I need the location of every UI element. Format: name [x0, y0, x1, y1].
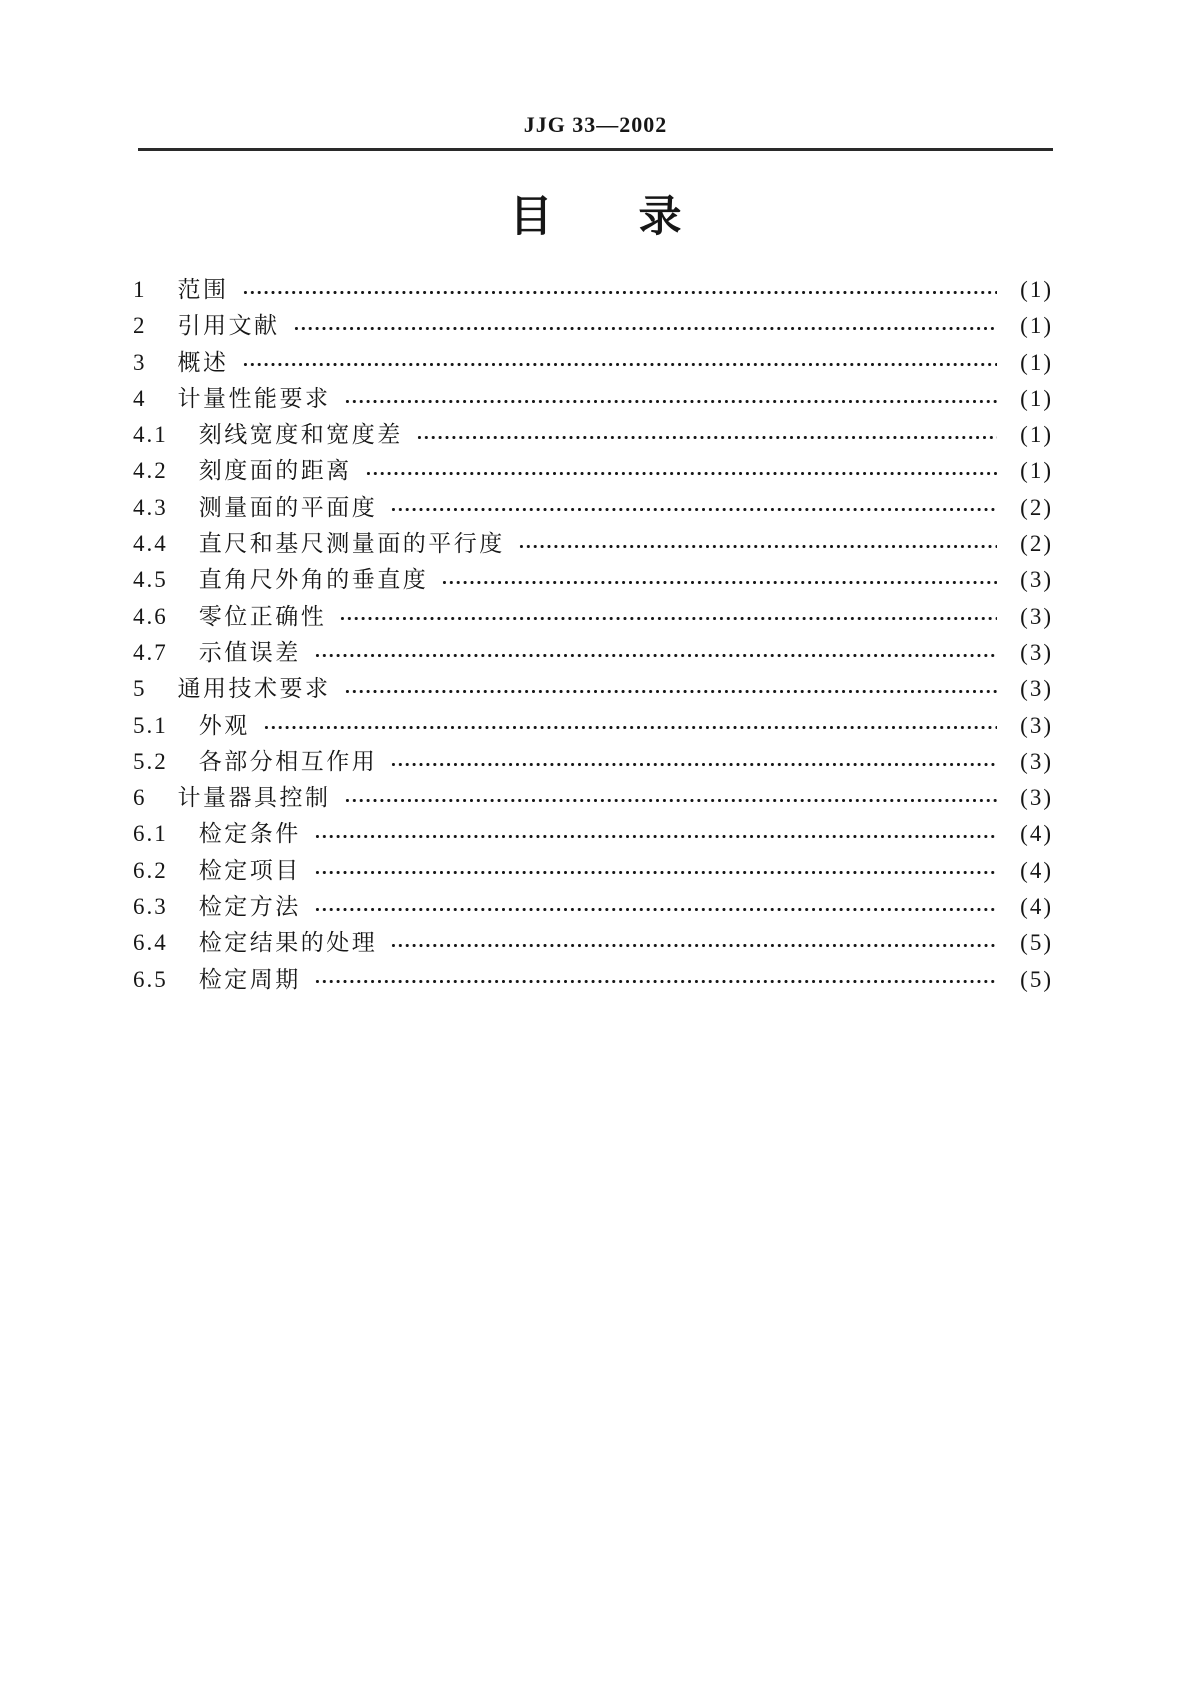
- toc-entry-page-number: (3): [1020, 712, 1053, 738]
- toc-entry: [133, 599, 1053, 635]
- dot-leader: [390, 942, 997, 949]
- toc-entry-number: 1: [133, 277, 147, 302]
- toc-entry-page-number: (3): [1020, 603, 1053, 629]
- toc-entry-label: 直角尺外角的垂直度: [198, 567, 429, 593]
- toc-entry-label: 概述: [177, 349, 229, 375]
- toc-entry: [133, 889, 1053, 925]
- dot-leader: [365, 470, 997, 477]
- toc-entry-number: 6.5: [133, 966, 168, 992]
- toc-entry-label: 示值误差: [198, 639, 301, 665]
- toc-entry-number: 4.5: [133, 567, 168, 593]
- toc-entry-label: 测量面的平面度: [198, 494, 378, 520]
- toc-entry-number: 5: [133, 676, 147, 702]
- header-rule: [138, 148, 1053, 151]
- dot-leader: [314, 652, 997, 659]
- toc-entry-number: 4.6: [133, 603, 168, 629]
- dot-leader: [518, 543, 997, 550]
- toc-entry-label: 范围: [177, 277, 229, 302]
- toc-list: [133, 272, 1053, 998]
- toc-entry-label: 零位正确性: [198, 603, 327, 629]
- toc-entry-number: 4.2: [133, 458, 168, 484]
- doc-number: JJG 33—2002: [523, 112, 668, 137]
- toc-entry-number: 6: [133, 785, 147, 811]
- toc-entry: [133, 635, 1053, 671]
- toc-entry: [133, 490, 1053, 526]
- toc-entry-page-number: (3): [1020, 567, 1053, 593]
- toc-entry: [133, 962, 1053, 998]
- dot-leader: [314, 906, 997, 913]
- dot-leader: [314, 833, 997, 840]
- dot-leader: [263, 724, 997, 731]
- toc-entry-label: 引用文献: [177, 313, 280, 339]
- toc-entry-page-number: (4): [1020, 821, 1053, 847]
- toc-entry-number: 4.3: [133, 494, 168, 520]
- dot-leader: [441, 579, 997, 586]
- toc-entry-number: 2: [133, 313, 147, 339]
- toc-entry: [133, 671, 1053, 707]
- toc-entry-label: 刻度面的距离: [198, 458, 352, 484]
- toc-entry-label: 计量器具控制: [177, 785, 331, 811]
- toc-entry-page-number: (1): [1020, 458, 1053, 484]
- toc-entry-page-number: (2): [1020, 494, 1053, 520]
- toc-entry-page-number: (3): [1020, 639, 1053, 665]
- toc-entry-label: 检定方法: [198, 894, 301, 920]
- toc-entry-number: 6.2: [133, 857, 168, 883]
- toc-entry: [133, 816, 1053, 852]
- toc-entry-number: 6.4: [133, 930, 168, 956]
- toc-entry-page-number: (3): [1020, 785, 1053, 811]
- toc-entry: [133, 453, 1053, 489]
- dot-leader: [344, 688, 998, 695]
- toc-entry-number: 6.3: [133, 894, 168, 920]
- toc-entry-label: 各部分相互作用: [198, 748, 378, 774]
- toc-entry: [133, 526, 1053, 562]
- dot-leader: [390, 761, 997, 768]
- toc-entry: [133, 708, 1053, 744]
- toc-entry-label: 直尺和基尺测量面的平行度: [198, 531, 505, 557]
- toc-entry-page-number: (1): [1020, 422, 1053, 448]
- toc-entry-number: 4.4: [133, 531, 168, 557]
- toc-entry-number: 5.1: [133, 712, 168, 738]
- toc-entry-page-number: (3): [1020, 748, 1053, 774]
- toc-entry: [133, 780, 1053, 816]
- toc-entry-page-number: (3): [1020, 676, 1053, 702]
- toc-entry-label: 检定项目: [198, 857, 301, 883]
- toc-entry-label: 外观: [198, 712, 250, 738]
- toc-entry-number: 3: [133, 349, 147, 375]
- toc-entry-page-number: (5): [1020, 966, 1053, 992]
- toc-entry-number: 4: [133, 385, 147, 411]
- toc-title: 目 录: [509, 194, 682, 241]
- toc-entry-page-number: (1): [1020, 313, 1053, 339]
- toc-entry: [133, 853, 1053, 889]
- toc-entry-page-number: (1): [1020, 277, 1053, 302]
- toc-entry-number: 5.2: [133, 748, 168, 774]
- dot-leader: [293, 325, 998, 332]
- toc-entry-page-number: (4): [1020, 857, 1053, 883]
- toc-entry-page-number: (1): [1020, 349, 1053, 375]
- toc-entry: [133, 744, 1053, 780]
- dot-leader: [416, 434, 997, 441]
- toc-entry-number: 6.1: [133, 821, 168, 847]
- toc-entry-label: 通用技术要求: [177, 676, 331, 702]
- toc-entry: [133, 562, 1053, 598]
- toc-entry-page-number: (1): [1020, 385, 1053, 411]
- toc-entry-label: 检定周期: [198, 966, 301, 992]
- dot-leader: [314, 978, 997, 985]
- dot-leader: [314, 869, 997, 876]
- toc-entry-label: 计量性能要求: [177, 385, 331, 411]
- toc-entry: [133, 925, 1053, 961]
- dot-leader: [390, 506, 997, 513]
- dot-leader: [344, 797, 998, 804]
- toc-entry-number: 4.7: [133, 639, 168, 665]
- toc-entry: [133, 272, 1053, 308]
- document-header: [0, 112, 1191, 138]
- dot-leader: [339, 615, 997, 622]
- toc-entry: [133, 345, 1053, 381]
- toc-entry: [133, 308, 1053, 344]
- toc-entry: [133, 417, 1053, 453]
- toc-entry-label: 检定条件: [198, 821, 301, 847]
- toc-entry-label: 刻线宽度和宽度差: [198, 422, 403, 448]
- dot-leader: [242, 289, 998, 296]
- toc-entry-page-number: (2): [1020, 531, 1053, 557]
- dot-leader: [242, 361, 998, 368]
- toc-entry-page-number: (5): [1020, 930, 1053, 956]
- toc-entry-page-number: (4): [1020, 894, 1053, 920]
- toc-entry-label: 检定结果的处理: [198, 930, 378, 956]
- toc-entry-number: 4.1: [133, 422, 168, 448]
- dot-leader: [344, 398, 998, 405]
- toc-entry: [133, 381, 1053, 417]
